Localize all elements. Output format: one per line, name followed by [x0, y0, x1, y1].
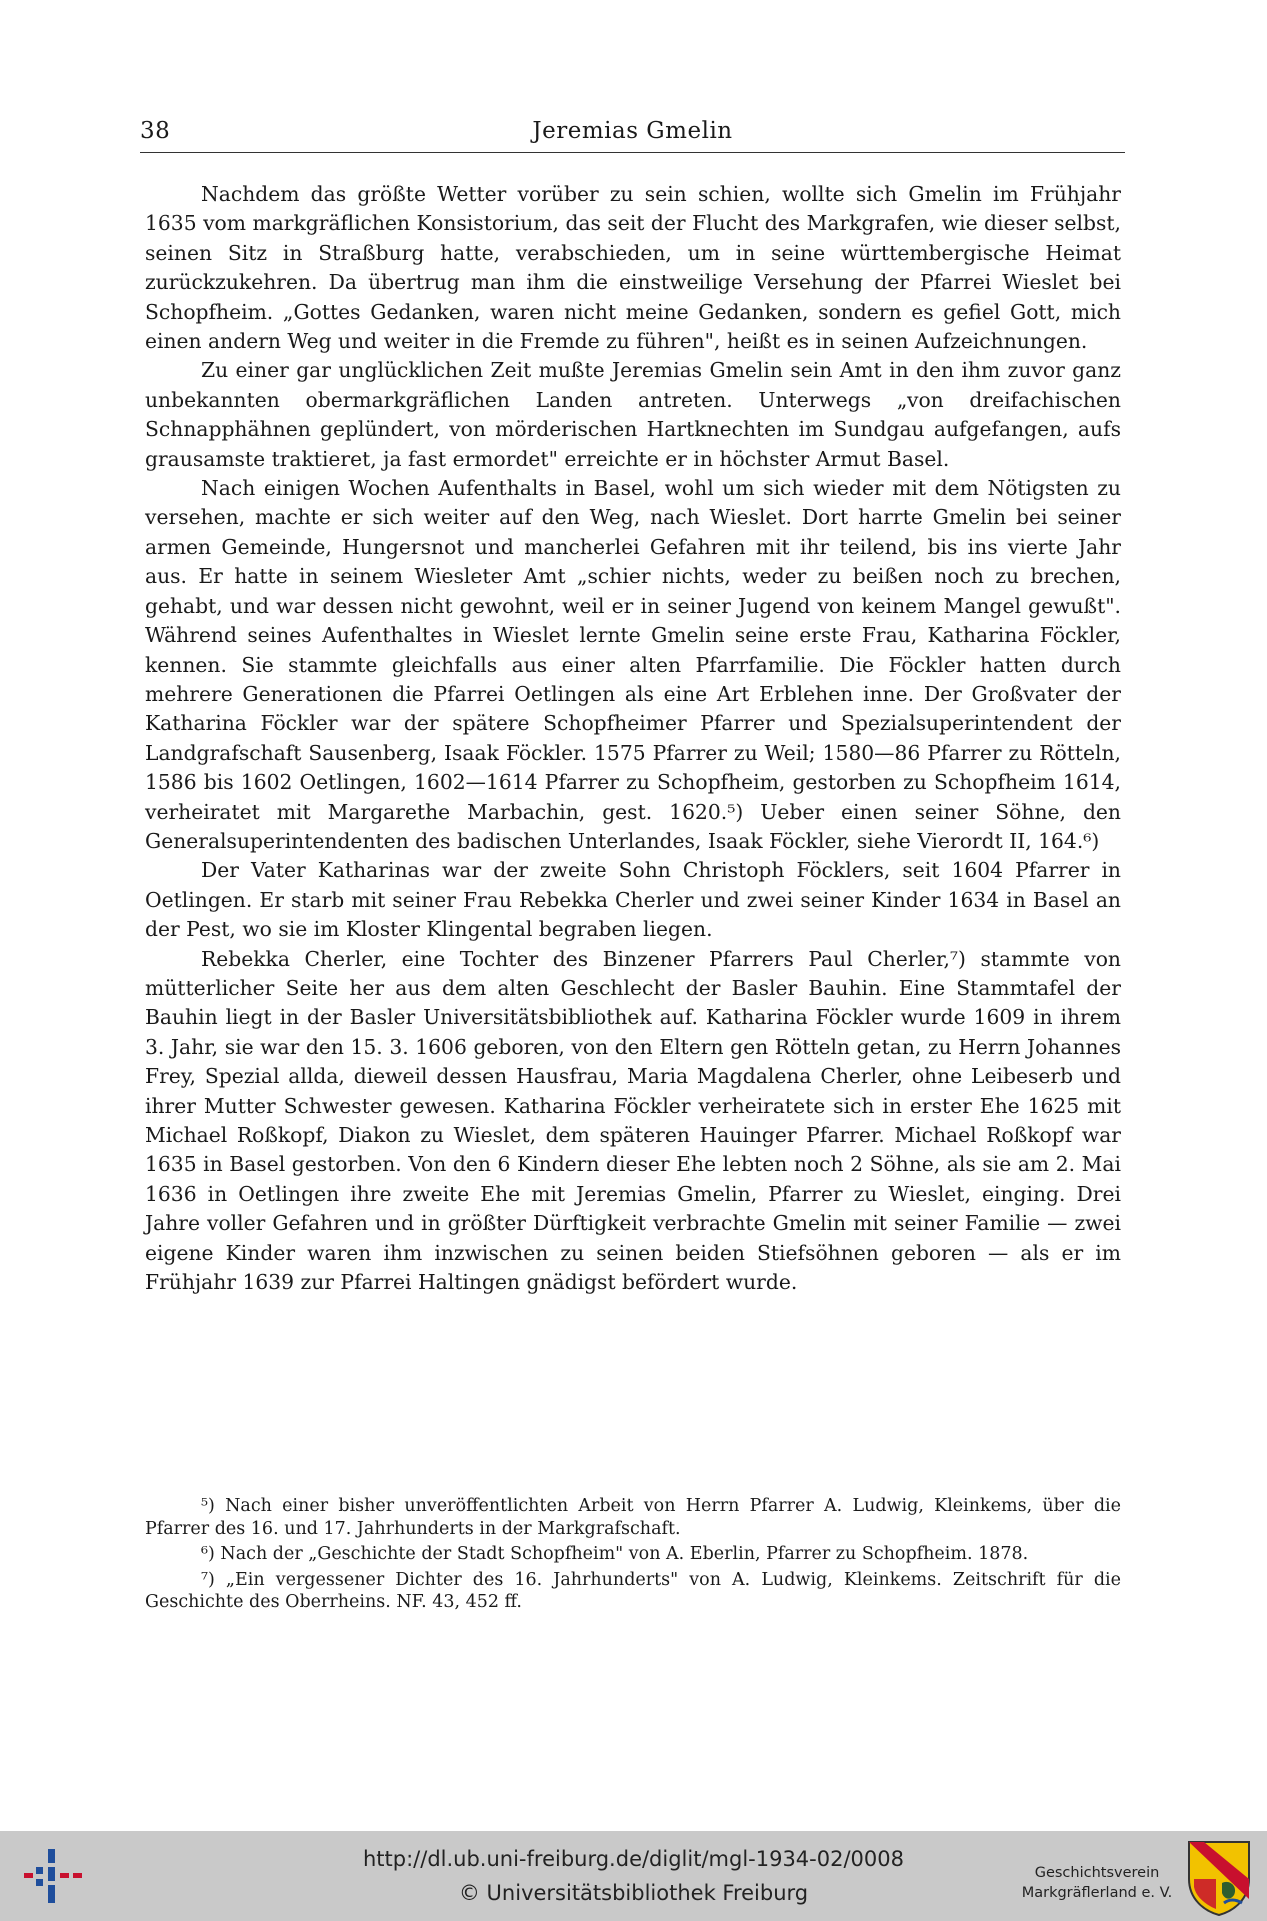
footnote: ⁵) Nach einer bisher unveröffentlichten Arbeit von Herrn Pfarrer A. Ludwig, Kleinkems, über die Pfarrer des 16. und 17. Jahrhunderts in der Markgrafschaft. — [145, 1496, 1121, 1539]
society-line: Markgräflerland e. V. — [1021, 1885, 1173, 1901]
coat-of-arms-icon[interactable] — [1186, 1839, 1252, 1917]
paragraph: Der Vater Katharinas war der zweite Sohn Christoph Föcklers, seit 1604 Pfarrer in Oetlingen. Er starb mit seiner Frau Rebekka Cherler und zwei seiner Kinder 1634 in Basel an der Pest, wo sie im Kloster Klingental begraben liegen. — [145, 858, 1121, 942]
page-header — [140, 118, 1125, 150]
footnote: ⁶) Nach der „Geschichte der Stadt Schopfheim" von A. Eberlin, Pfarrer zu Schopfheim. 1878. — [201, 1544, 1029, 1565]
footnotes — [145, 1495, 1121, 1617]
header-rule — [140, 152, 1125, 153]
paragraph: Nachdem das größte Wetter vorüber zu sein schien, wollte sich Gmelin im Frühjahr 1635 vom markgräflichen Konsistorium, das seit der Flucht des Markgrafen, wie dieser selbst, seinen Sitz in Straßburg hatte, verabschieden, um in seine württembergische Heimat zurückzukehren. Da übertrug man ihm die einstweilige Versehung der Pfarrei Wieslet bei Schopfheim. „Gottes Gedanken, waren nicht meine Gedanken, sondern es gefiel Gott, mich einen andern Weg und weiter in die Fremde zu führen", heißt es in seinen Aufzeichnungen. — [145, 182, 1121, 354]
footer-bar — [0, 1831, 1267, 1921]
permalink-url[interactable]: http://dl.ub.uni-freiburg.de/diglit/mgl-1934-02/0008 — [362, 1847, 904, 1871]
running-title: Jeremias Gmelin — [532, 118, 733, 144]
paragraph: Nach einigen Wochen Aufenthalts in Basel, wohl um sich wieder mit dem Nötigsten zu versehen, machte er sich weiter auf den Weg, nach Wieslet. Dort harrte Gmelin bei seiner armen Gemeinde, Hungersnot und mancherlei Gefahren mit ihr teilend, bis ins vierte Jahr aus. Er hatte in seinem Wiesleter Amt „schier nichts, weder zu beißen noch zu brechen, gehabt, und war dessen nicht gewohnt, weil er in seiner Jugend von keinem Mangel gewußt". Während seines Aufenthaltes in Wieslet lernte Gmelin seine erste Frau, Katharina Föckler, kennen. Sie stammte gleichfalls aus einer alten Pfarrfamilie. Die Föckler hatten durch mehrere Generationen die Pfarrei Oetlingen als eine Art Erblehen inne. Der Großvater der Katharina Föckler war der spätere Schopfheimer Pfarrer und Spezialsuperintendent der Landgrafschaft Sausenberg, Isaak Föckler. 1575 Pfarrer zu Weil; 1580—86 Pfarrer zu Rötteln, 1586 bis 1602 Oetlingen, 1602—1614 Pfarrer zu Schopfheim, gestorben zu Schopfheim 1614, verheiratet mit Margarethe Marbachin, gest. 1620.⁵) Ueber einen seiner Söhne, den Generalsuperintendenten des badischen Unterlandes, Isaak Föckler, siehe Vierordt II, 164.⁶) — [145, 476, 1121, 853]
paragraph: Rebekka Cherler, eine Tochter des Binzener Pfarrers Paul Cherler,⁷) stammte von mütterlicher Seite her aus dem alten Geschlecht der Basler Bauhin. Eine Stammtafel der Bauhin liegt in der Basler Universitätsbibliothek auf. Katharina Föckler wurde 1609 in ihrem 3. Jahr, sie war den 15. 3. 1606 geboren, von den Eltern gen Rötteln getan, zu Herrn Johannes Frey, Spezial allda, dieweil dessen Hausfrau, Maria Magdalena Cherler, ohne Leibeserb und ihrer Mutter Schwester gewesen. Katharina Föckler verheiratete sich in erster Ehe 1625 mit Michael Roßkopf, Diakon zu Wieslet, dem späteren Hauinger Pfarrer. Michael Roßkopf war 1635 in Basel gestorben. Von den 6 Kindern dieser Ehe lebten noch 2 Söhne, als sie am 2. Mai 1636 in Oetlingen ihre zweite Ehe mit Jeremias Gmelin, Pfarrer zu Wieslet, einging. Drei Jahre voller Gefahren und in größter Dürftigkeit verbrachte Gmelin mit seiner Familie — zwei eigene Kinder waren ihm inzwischen zu seinen beiden Stiefsöhnen geboren — als er im Frühjahr 1639 zur Pfarrei Haltingen gnädigst befördert wurde. — [145, 946, 1121, 1295]
body-text — [145, 180, 1121, 1297]
footnote: ⁷) „Ein vergessener Dichter des 16. Jahrhunderts" von A. Ludwig, Kleinkems. Zeitschrift für die Geschichte des Oberrheins. NF. 43, 452 ff. — [145, 1569, 1121, 1613]
paragraph: Zu einer gar unglücklichen Zeit mußte Jeremias Gmelin sein Amt in den ihm zuvor ganz unbekannten obermarkgräflichen Landen antreten. Unterwegs „von dreifachischen Schnapphähnen geplündert, von mörderischen Hartknechten im Sundgau aufgefangen, aufs grausamste traktieret, ja fast ermordet" erreichte er in höchster Armut Basel. — [145, 358, 1121, 471]
copyright-text: © Universitätsbibliothek Freiburg — [458, 1881, 809, 1905]
society-name — [1012, 1863, 1182, 1903]
society-line: Geschichtsverein — [1034, 1865, 1160, 1881]
page-number: 38 — [140, 118, 171, 144]
